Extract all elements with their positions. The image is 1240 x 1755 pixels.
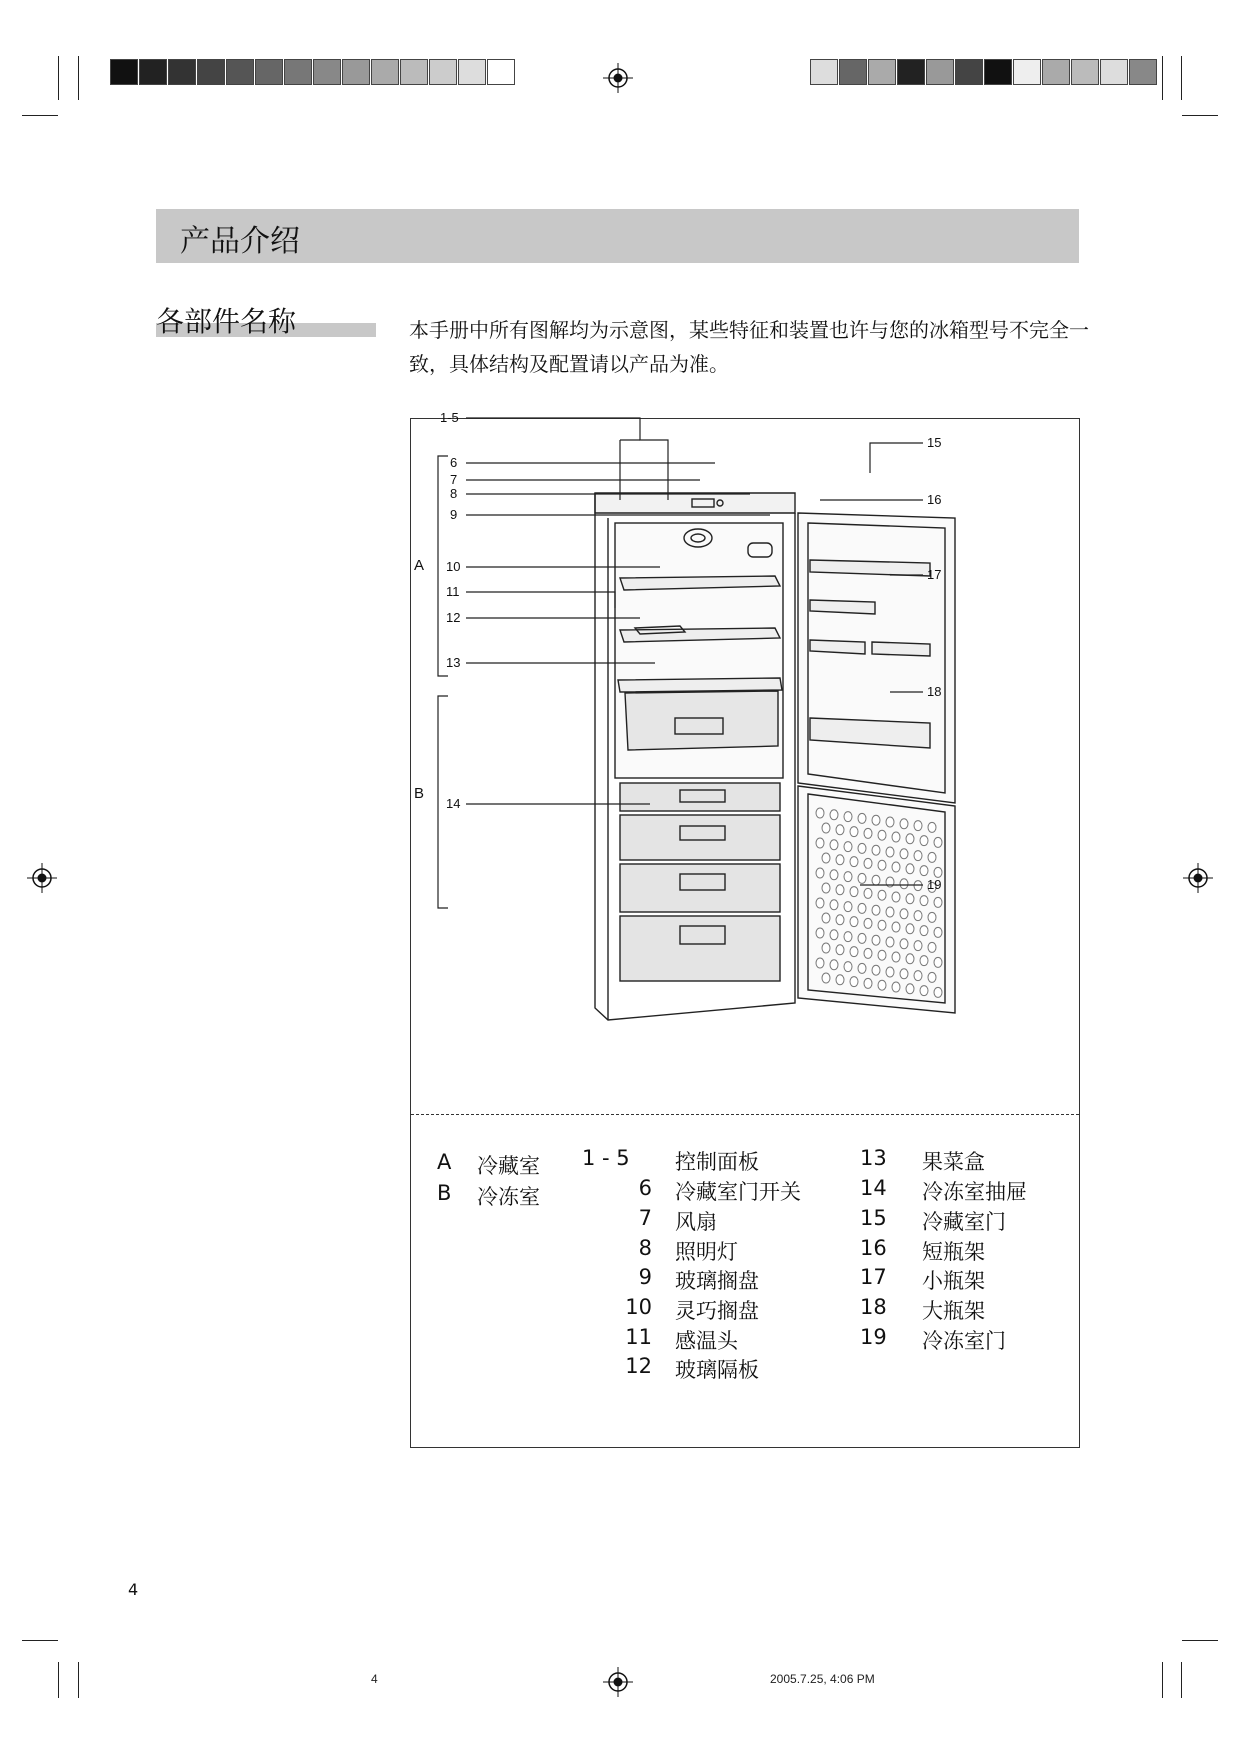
zone-label-a: A [414, 557, 425, 574]
door-dimple [872, 815, 880, 825]
door-dimple [864, 978, 872, 988]
callout-19: 19 [927, 877, 942, 892]
zone-label-b: B [414, 785, 425, 802]
door-dimple [878, 860, 886, 870]
door-dimple [844, 962, 852, 972]
legend-number: 11 [625, 1325, 652, 1349]
door-dimple [878, 830, 886, 840]
door-dimple [858, 873, 866, 883]
registration-mark-bottom [603, 1667, 633, 1697]
color-swatch [868, 59, 896, 85]
section-header-band [156, 209, 1079, 263]
legend-zone-key: A [437, 1150, 452, 1174]
door-dimple [858, 903, 866, 913]
color-swatch [1013, 59, 1041, 85]
door-dimple [906, 924, 914, 934]
door-dimple [836, 975, 844, 985]
legend-number: 8 [638, 1236, 652, 1260]
door-dimple [886, 817, 894, 827]
callout-14: 14 [446, 796, 461, 811]
door-dimple [920, 836, 928, 846]
door-dimple [920, 926, 928, 936]
callout-1-5: 1-5 [440, 410, 459, 425]
color-swatch [226, 59, 254, 85]
legend-label: 果菜盒 [922, 1150, 985, 1174]
door-dimple [920, 896, 928, 906]
legend-number: 10 [625, 1295, 652, 1319]
door-dimple [816, 838, 824, 848]
door-dimple [816, 868, 824, 878]
door-dimple [928, 852, 936, 862]
color-swatch [810, 59, 838, 85]
door-dimple [886, 967, 894, 977]
door-dimple [830, 900, 838, 910]
door-dimple [850, 947, 858, 957]
door-dimple [928, 912, 936, 922]
door-dimple [836, 945, 844, 955]
door-dimple [906, 984, 914, 994]
callout-6: 6 [450, 455, 458, 470]
door-dimple [920, 866, 928, 876]
legend-zone-label: 冷冻室 [477, 1185, 540, 1209]
door-dimple [844, 812, 852, 822]
door-dimple [878, 980, 886, 990]
door-dimple [858, 933, 866, 943]
color-swatch [926, 59, 954, 85]
color-swatch [284, 59, 312, 85]
door-dimple [934, 837, 942, 847]
color-swatch [1071, 59, 1099, 85]
color-swatch [955, 59, 983, 85]
callout-18: 18 [927, 684, 942, 699]
door-dimple [892, 862, 900, 872]
door-dimple [830, 810, 838, 820]
door-dimple [872, 845, 880, 855]
door-dimple [850, 917, 858, 927]
door-dimple [892, 922, 900, 932]
door-dimple [864, 888, 872, 898]
legend-number: 1 - 5 [582, 1146, 630, 1170]
door-dimple [836, 855, 844, 865]
door-dimple [934, 897, 942, 907]
door-dimple [928, 822, 936, 832]
door-dimple [822, 853, 830, 863]
door-dimple [934, 957, 942, 967]
legend-label: 灵巧搁盘 [675, 1299, 759, 1323]
figure-divider [411, 1114, 1079, 1115]
legend-label: 冷藏室门开关 [675, 1180, 801, 1204]
door-dimple [864, 918, 872, 928]
color-swatch [458, 59, 486, 85]
door-dimple [822, 943, 830, 953]
legend-number: 13 [860, 1146, 887, 1170]
color-bar-right [810, 59, 1158, 85]
door-dimple [878, 890, 886, 900]
color-swatch [255, 59, 283, 85]
door-dimple [914, 971, 922, 981]
door-dimple [864, 828, 872, 838]
door-dimple [886, 937, 894, 947]
section-title: 产品介绍 [180, 224, 300, 259]
callout-7: 7 [450, 472, 458, 487]
subsection-title: 各部件名称 [156, 305, 297, 338]
door-dimple [836, 885, 844, 895]
legend-zone-key: B [437, 1181, 452, 1205]
door-dimple [920, 956, 928, 966]
color-swatch [371, 59, 399, 85]
door-dimple [900, 819, 908, 829]
legend-label: 冷冻室门 [922, 1329, 1006, 1353]
door-dimple [914, 911, 922, 921]
color-swatch [313, 59, 341, 85]
door-dimple [864, 948, 872, 958]
door-dimple [858, 813, 866, 823]
door-dimple [906, 954, 914, 964]
color-swatch [839, 59, 867, 85]
door-dimple [872, 935, 880, 945]
door-dimple [900, 939, 908, 949]
color-swatch [429, 59, 457, 85]
door-dimple [830, 930, 838, 940]
legend-number: 14 [860, 1176, 887, 1200]
door-dimple [892, 952, 900, 962]
door-dimple [928, 942, 936, 952]
door-dimple [850, 887, 858, 897]
door-dimple [892, 892, 900, 902]
door-dimple [900, 849, 908, 859]
door-dimple [934, 867, 942, 877]
footer-timestamp: 2005.7.25, 4:06 PM [770, 1672, 875, 1686]
color-swatch [1129, 59, 1157, 85]
door-dimple [914, 851, 922, 861]
legend-label: 感温头 [675, 1329, 738, 1353]
callout-9: 9 [450, 507, 458, 522]
legend-label: 小瓶架 [922, 1269, 985, 1293]
door-dimple [900, 909, 908, 919]
intro-paragraph: 本手册中所有图解均为示意图，某些特征和装置也许与您的冰箱型号不完全一致，具体结构及配置请以产品为准。 [409, 318, 1089, 376]
callout-15: 15 [927, 435, 942, 450]
door-dimple [822, 913, 830, 923]
color-swatch [984, 59, 1012, 85]
door-dimple [934, 927, 942, 937]
legend-number: 19 [860, 1325, 887, 1349]
door-dimple [914, 941, 922, 951]
legend-label: 冷藏室门 [922, 1210, 1006, 1234]
door-dimple [906, 894, 914, 904]
door-dimple [878, 920, 886, 930]
door-dimple [816, 958, 824, 968]
page-number: 4 [128, 1580, 139, 1599]
legend-number: 7 [638, 1206, 652, 1230]
door-dimple [928, 972, 936, 982]
callout-16: 16 [927, 492, 942, 507]
callout-12: 12 [446, 610, 461, 625]
door-dimple [836, 825, 844, 835]
callout-11: 11 [446, 584, 460, 599]
color-swatch [400, 59, 428, 85]
legend-number: 17 [860, 1265, 887, 1289]
door-dimple [892, 832, 900, 842]
legend-number: 18 [860, 1295, 887, 1319]
color-swatch [342, 59, 370, 85]
color-bar-left [110, 59, 516, 85]
door-dimple [864, 858, 872, 868]
door-dimple [914, 821, 922, 831]
callout-17: 17 [927, 567, 942, 582]
legend-label: 短瓶架 [922, 1240, 985, 1264]
door-dimple [836, 915, 844, 925]
door-dimple [934, 987, 942, 997]
registration-mark-top [603, 63, 633, 93]
door-dimple [878, 950, 886, 960]
door-dimple [816, 928, 824, 938]
legend-label: 照明灯 [675, 1240, 738, 1264]
door-dimple [816, 808, 824, 818]
legend-number: 6 [638, 1176, 652, 1200]
color-swatch [168, 59, 196, 85]
door-dimple [906, 834, 914, 844]
door-dimple [886, 907, 894, 917]
legend-label: 控制面板 [675, 1150, 759, 1174]
door-dimple [900, 969, 908, 979]
color-swatch [1100, 59, 1128, 85]
door-dimple [900, 879, 908, 889]
door-dimple [830, 960, 838, 970]
door-dimple [844, 932, 852, 942]
door-dimple [920, 986, 928, 996]
door-dimple [844, 902, 852, 912]
door-dimple [850, 857, 858, 867]
callout-8: 8 [450, 486, 458, 501]
legend-zone-label: 冷藏室 [477, 1154, 540, 1178]
legend-number: 9 [638, 1265, 652, 1289]
legend-label: 冷冻室抽屉 [922, 1180, 1027, 1204]
color-swatch [1042, 59, 1070, 85]
callout-13: 13 [446, 655, 461, 670]
door-dimple [858, 843, 866, 853]
door-dimple [872, 875, 880, 885]
refrigerator-diagram [410, 410, 1080, 1118]
door-dimple [886, 847, 894, 857]
door-dimple [830, 840, 838, 850]
color-swatch [487, 59, 515, 85]
door-dimple [822, 973, 830, 983]
color-swatch [110, 59, 138, 85]
color-swatch [139, 59, 167, 85]
door-dimple [850, 977, 858, 987]
legend-number: 15 [860, 1206, 887, 1230]
legend-number: 16 [860, 1236, 887, 1260]
door-dimple [858, 963, 866, 973]
legend-label: 风扇 [675, 1210, 717, 1234]
door-dimple [822, 823, 830, 833]
color-swatch [197, 59, 225, 85]
callout-10: 10 [446, 559, 461, 574]
color-swatch [897, 59, 925, 85]
legend-label: 玻璃隔板 [675, 1358, 759, 1382]
legend-label: 大瓶架 [922, 1299, 985, 1323]
registration-mark-left [27, 863, 57, 893]
door-dimple [822, 883, 830, 893]
footer-left: 4 [371, 1672, 378, 1686]
door-dimple [892, 982, 900, 992]
door-dimple [872, 965, 880, 975]
legend-label: 玻璃搁盘 [675, 1269, 759, 1293]
legend-number: 12 [625, 1354, 652, 1378]
door-dimple [844, 842, 852, 852]
door-dimple [906, 864, 914, 874]
door-dimple [850, 827, 858, 837]
door-dimple [816, 898, 824, 908]
door-dimple [844, 872, 852, 882]
door-dimple [830, 870, 838, 880]
registration-mark-right [1183, 863, 1213, 893]
door-dimple [872, 905, 880, 915]
